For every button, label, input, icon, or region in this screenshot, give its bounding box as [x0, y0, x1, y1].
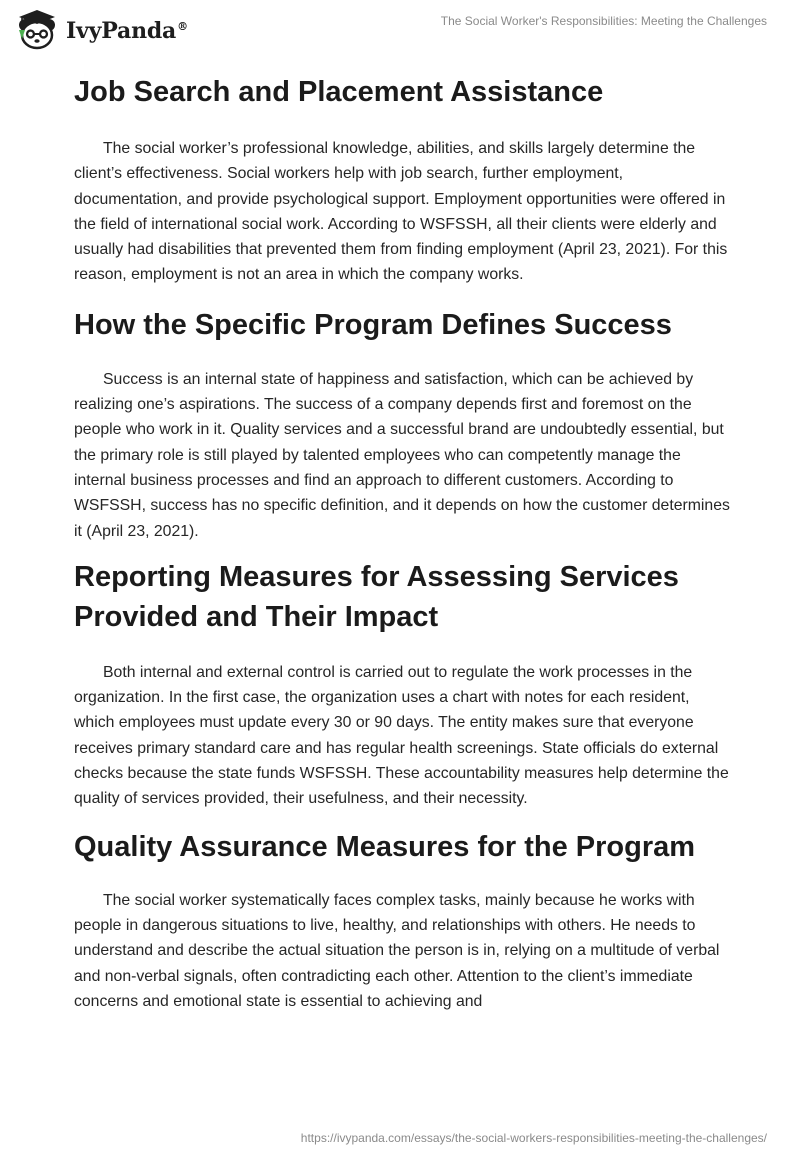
- section-reporting-measures: [74, 557, 730, 812]
- section-heading: Reporting Measures for Assessing Services Provided and Their Impact: [74, 560, 679, 633]
- brand-name: IvyPanda®: [66, 18, 188, 44]
- section-paragraph: The social worker’s professional knowledge, abilities, and skills largely determine the client’s effectiveness. Social workers help with job search, further employment, documentation, and provide psychological support. Employment opportunities were offered in the field of international social work. According to WSFSSH, all their clients were elderly and usually had disabilities that prevented them from finding employment (April 23, 2021). For this reason, employment is not an area in which the company works.: [74, 140, 728, 284]
- document-title: The Social Worker's Responsibilities: Meeting the Challenges: [440, 14, 767, 28]
- section-job-search: [74, 72, 730, 288]
- panda-graduate-icon: [14, 8, 60, 54]
- source-url-link[interactable]: https://ivypanda.com/essays/the-social-workers-responsibilities-meeting-the-challenges/: [300, 1131, 767, 1145]
- section-paragraph: The social worker systematically faces complex tasks, mainly because he works with people in dangerous situations to live, healthy, and relationships with others. He needs to understand and describe the actual situation the person is in, relying on a multitude of verbal and non-verbal signals, often contradicting each other. Attention to the client’s immediate concerns and emotional state is essential to achieving and: [74, 891, 720, 1010]
- section-paragraph: Success is an internal state of happiness and satisfaction, which can be achieved by realizing one’s aspirations. The success of a company depends first and foremost on the people who work in it. Quality services and a successful brand are undoubtedly essential, but the primary role is still played by talented employees who can competently manage the internal business processes and find an approach to different customers. According to WSFSSH, success has no specific definition, and it depends on how the customer determines it (April 23, 2021).: [74, 370, 730, 540]
- ivypanda-logo[interactable]: [14, 8, 188, 54]
- essay-content: [74, 72, 730, 1014]
- section-heading: Job Search and Placement Assistance: [74, 76, 604, 108]
- section-heading: How the Specific Program Defines Success: [74, 308, 672, 341]
- section-defines-success: [74, 305, 730, 544]
- section-paragraph: Both internal and external control is carried out to regulate the work processes in the organization. In the first case, the organization uses a chart with notes for each resident, which employees must update every 30 or 90 days. The entity makes sure that everyone receives primary standard care and has regular health screenings. State officials do external checks because the state funds WSFSSH. These accountability measures help determine the quality of services provided, their usefulness, and their necessity.: [74, 663, 729, 808]
- page-header: [0, 0, 800, 70]
- section-quality-assurance: [74, 827, 730, 1014]
- section-heading: Quality Assurance Measures for the Program: [74, 830, 696, 863]
- registered-mark: ®: [177, 19, 188, 33]
